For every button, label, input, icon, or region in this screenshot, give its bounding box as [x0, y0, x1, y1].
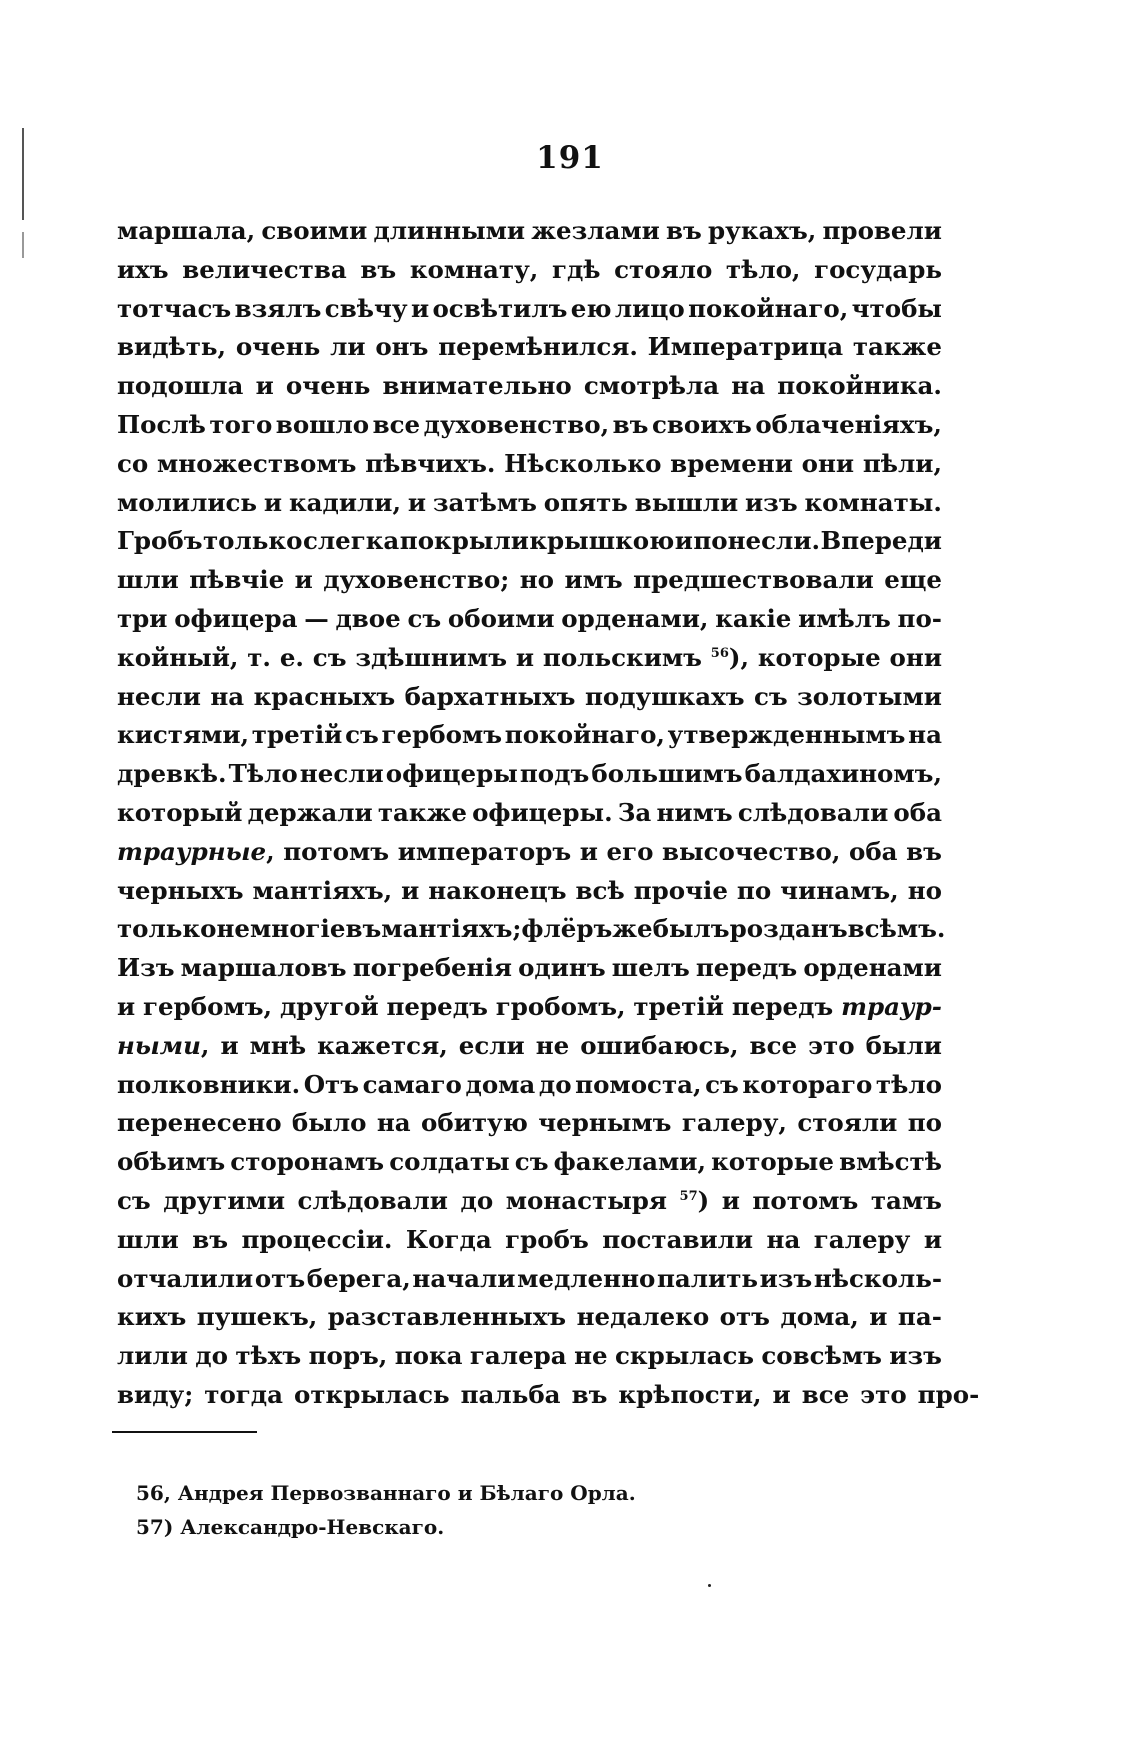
word: его [606, 836, 654, 866]
word: чтобы [851, 293, 942, 323]
word: немногіе [216, 914, 346, 944]
word: солдаты [389, 1147, 510, 1177]
word: разставленныхъ [327, 1302, 567, 1332]
word: и [407, 487, 427, 517]
word: факелами, [553, 1147, 706, 1177]
word: предшествовали [633, 565, 874, 595]
word: съ [514, 1147, 549, 1177]
word: шелъ [611, 953, 690, 983]
word: кистями, [117, 720, 250, 750]
word: и [401, 875, 420, 905]
word: множествомъ [157, 448, 357, 478]
word: черныхъ [117, 875, 244, 905]
word: перенесено [117, 1108, 282, 1138]
word: провели [822, 216, 942, 245]
word: своими [261, 216, 368, 245]
word: виду; [117, 1379, 194, 1409]
word: пѣвчихъ. [365, 448, 496, 478]
word: процессіи. [241, 1224, 393, 1254]
word: и [721, 1185, 740, 1215]
word: молились [117, 487, 258, 517]
word: слегка [302, 526, 400, 556]
word: несли [117, 681, 201, 711]
word: вышли [634, 487, 739, 517]
word: стояло [614, 254, 713, 284]
word: который [117, 797, 243, 827]
word: и [294, 565, 313, 595]
word: изъ [889, 1341, 942, 1371]
word: съ [117, 1185, 151, 1215]
word: обѣимъ [117, 1147, 226, 1177]
word: отъ [719, 1302, 770, 1332]
word: до [460, 1185, 494, 1215]
word: слѣдовали [297, 1185, 448, 1215]
word: Отъ [303, 1069, 360, 1099]
word: комнату, [409, 254, 539, 284]
word: въ [192, 1224, 229, 1254]
word: затѣмъ [432, 487, 537, 517]
word: пальба [460, 1379, 561, 1409]
word: потомъ [283, 836, 390, 866]
text-line [117, 1260, 942, 1299]
word: па- [897, 1302, 942, 1332]
word: также [377, 797, 467, 827]
word: Впереди [820, 526, 942, 556]
text-line [117, 1298, 942, 1337]
word: ихъ [117, 254, 169, 284]
word: не [574, 1341, 608, 1371]
page-number: 191 [536, 140, 604, 176]
word: всѣ [575, 875, 625, 905]
word: нѣсколь- [813, 1263, 942, 1293]
word: утвержденнымъ [667, 720, 906, 750]
word: и [220, 1030, 239, 1060]
word: ею [570, 293, 612, 323]
word: крышкою [529, 526, 675, 556]
word: все [801, 1379, 850, 1409]
word: палить [656, 1263, 759, 1293]
text-line [117, 367, 942, 406]
word: и [255, 371, 274, 401]
word: бархатныхъ [404, 681, 576, 711]
word: стояли [797, 1108, 898, 1138]
text-line [117, 1182, 942, 1221]
word: маршаловъ [180, 953, 347, 983]
word: своихъ [651, 409, 752, 439]
text-line [117, 1337, 942, 1376]
word: смотрѣла [583, 371, 720, 401]
word: все [372, 409, 421, 439]
word: видѣть, [117, 332, 227, 362]
word: тѣло [875, 1069, 942, 1099]
word: лили [117, 1341, 188, 1371]
word: пока [394, 1341, 463, 1371]
word: и [263, 487, 283, 517]
word: офицеры [385, 759, 518, 789]
word: здѣшнимъ [355, 642, 508, 672]
word: на [210, 681, 245, 711]
word: потомъ [752, 1185, 859, 1215]
word: съ [753, 681, 788, 711]
word: въ [571, 1379, 608, 1409]
word: орденами, [561, 603, 709, 633]
word: отчалили [117, 1263, 254, 1293]
word: розданъ [729, 914, 848, 944]
word: государь [814, 254, 942, 284]
word: передъ [695, 953, 798, 983]
text-line [117, 949, 942, 988]
word: перемѣнился. [438, 332, 638, 362]
word: подъ [519, 759, 590, 789]
word: ли [330, 332, 366, 362]
word: но [519, 565, 555, 595]
word: мантіяхъ; [381, 914, 522, 944]
word: кажется, [317, 1030, 448, 1060]
text-line [117, 910, 946, 949]
word: на [908, 720, 942, 750]
word: въ [360, 254, 397, 284]
word: гербомъ [381, 720, 503, 750]
word: они [801, 448, 855, 478]
text-line [117, 561, 942, 600]
word: если [458, 1030, 525, 1060]
word: кихъ [117, 1302, 187, 1332]
word: духовенство; [323, 565, 510, 595]
word: крѣпости, [618, 1379, 762, 1409]
word: они [889, 642, 942, 672]
word: съ [407, 603, 442, 633]
text-line [117, 1104, 942, 1143]
word: дома [465, 1069, 536, 1099]
word: е. [279, 642, 304, 672]
text-line [117, 1027, 942, 1066]
text-line [117, 484, 942, 523]
word: флёръ [521, 914, 613, 944]
word: Когда [405, 1224, 492, 1254]
word: галеру [813, 1224, 911, 1254]
word: рукахъ, [708, 216, 817, 245]
word: орденами [803, 953, 942, 983]
footnote: 56, Андрея Первозваннаго и Бѣлаго Орла. [136, 1481, 636, 1505]
word: до [538, 1069, 572, 1099]
word: со [117, 448, 149, 478]
word: обитую [421, 1108, 528, 1138]
word: въ [612, 409, 649, 439]
word: помоста, [575, 1069, 702, 1099]
word: какіе [715, 603, 792, 633]
word: въ [666, 216, 702, 245]
text-line [117, 212, 942, 251]
word: на [766, 1224, 801, 1254]
text-line [117, 716, 942, 755]
word: комнаты. [804, 487, 942, 517]
word: изъ [745, 487, 798, 517]
word: времени [670, 448, 793, 478]
word: съ [705, 1069, 739, 1099]
word: золотыми [797, 681, 942, 711]
word: — [304, 603, 329, 633]
word: длинными [373, 216, 526, 245]
word: ошибаюсь, [580, 1030, 739, 1060]
word: передъ [386, 991, 488, 1021]
word: очень [235, 332, 321, 362]
word: офицера [174, 603, 298, 633]
word: по [907, 1108, 942, 1138]
word: не [535, 1030, 570, 1060]
word: по [736, 875, 772, 905]
word: третій [633, 991, 724, 1021]
word: и [923, 1224, 942, 1254]
word: скрылась [615, 1341, 754, 1371]
word: также [852, 332, 942, 362]
word: которые [711, 1147, 834, 1177]
word: и [410, 293, 430, 323]
text-line [117, 290, 942, 329]
word: медленно [517, 1263, 656, 1293]
word: до [195, 1341, 228, 1371]
text-line [117, 794, 942, 833]
word: свѣчу [324, 293, 408, 323]
word: мнѣ [249, 1030, 307, 1060]
footnote-rule [112, 1431, 257, 1433]
word: ными, [117, 1030, 210, 1060]
word: Послѣ [117, 409, 206, 439]
word: тѣло, [725, 254, 801, 284]
word: офицеры. [472, 797, 613, 827]
text-line [117, 522, 942, 561]
word: Изъ [117, 953, 175, 983]
word: чернымъ [538, 1108, 672, 1138]
text-line [117, 600, 942, 639]
word: чинамъ, [780, 875, 899, 905]
word: гробомъ, [495, 991, 626, 1021]
word: онъ [375, 332, 429, 362]
word: красныхъ [253, 681, 396, 711]
word: освѣтилъ [432, 293, 568, 323]
word: слѣдовали [737, 797, 889, 827]
word: берега, [306, 1263, 411, 1293]
text-line [117, 1143, 942, 1182]
scan-edge-mark-2 [22, 232, 24, 258]
word: траур- [841, 991, 942, 1021]
word: польскимъ [542, 642, 702, 672]
word: т. [247, 642, 271, 672]
word: имъ [564, 565, 623, 595]
scan-speck [708, 1584, 711, 1587]
word: и [869, 1302, 888, 1332]
word: еще [884, 565, 942, 595]
word: большимъ [591, 759, 743, 789]
word: же [612, 914, 653, 944]
word: галеру, [681, 1108, 787, 1138]
word: съ [312, 642, 347, 672]
word: траурные, [117, 836, 275, 866]
word: тотчасъ [117, 293, 232, 323]
word: въ [345, 914, 382, 944]
word: кадили, [288, 487, 401, 517]
word: на [376, 1108, 411, 1138]
word: пѣвчіе [189, 565, 285, 595]
word: всѣмъ. [847, 914, 946, 944]
word: покойника. [777, 371, 942, 401]
word: койный, [117, 642, 239, 672]
word: наконецъ [428, 875, 567, 905]
word: взялъ [234, 293, 322, 323]
word: императоръ [397, 836, 572, 866]
word: За [617, 797, 652, 827]
word: и [772, 1379, 791, 1409]
word: величества [182, 254, 347, 284]
text-line [117, 1066, 942, 1105]
word: $^{57}$) [679, 1185, 710, 1215]
word: это [808, 1030, 855, 1060]
word: $^{56}$), [710, 642, 750, 672]
word: отъ [254, 1263, 306, 1293]
word: оба [848, 836, 898, 866]
word: другой [279, 991, 379, 1021]
word: Гробъ [117, 526, 203, 556]
text-line [117, 328, 942, 367]
word: маршала, [117, 216, 256, 245]
text-line [117, 872, 942, 911]
footnotes [136, 1476, 636, 1544]
word: шли [117, 565, 179, 595]
word: несли [299, 759, 384, 789]
word: было [291, 1108, 367, 1138]
word: Императрица [647, 332, 844, 362]
word: подушкахъ [584, 681, 745, 711]
word: на [731, 371, 766, 401]
word: и [579, 836, 598, 866]
word: совсѣмъ [761, 1341, 882, 1371]
word: которые [757, 642, 881, 672]
word: были [865, 1030, 942, 1060]
word: духовенство, [423, 409, 610, 439]
word: гробъ [505, 1224, 589, 1254]
word: дома, [780, 1302, 859, 1332]
word: изъ [759, 1263, 813, 1293]
word: обоими [447, 603, 555, 633]
text-line [117, 406, 942, 445]
word: мантіяхъ, [252, 875, 393, 905]
word: опять [543, 487, 628, 517]
word: подошла [117, 371, 244, 401]
text-line [117, 678, 942, 717]
word: полковники. [117, 1069, 301, 1099]
word: жезлами [531, 216, 660, 245]
word: это [860, 1379, 907, 1409]
word: сторонамъ [230, 1147, 385, 1177]
text-line [117, 445, 942, 484]
word: котораго [742, 1069, 873, 1099]
word: только [203, 526, 303, 556]
word: про- [917, 1379, 980, 1409]
word: пушекъ, [196, 1302, 318, 1332]
word: поставили [602, 1224, 754, 1254]
word: гербомъ, [143, 991, 273, 1021]
word: только [117, 914, 217, 944]
word: очень [285, 371, 371, 401]
word: но [907, 875, 942, 905]
word: покойнаго, [504, 720, 665, 750]
word: облаченіяхъ, [755, 409, 942, 439]
text-line [117, 988, 942, 1027]
word: монастыря [505, 1185, 668, 1215]
word: начали [412, 1263, 516, 1293]
word: одинъ [518, 953, 606, 983]
word: понесли. [693, 526, 821, 556]
word: тамъ [870, 1185, 942, 1215]
word: двое [335, 603, 401, 633]
text-line [117, 833, 942, 872]
word: три [117, 603, 168, 633]
word: и [674, 526, 693, 556]
word: высочество, [662, 836, 841, 866]
word: и [515, 642, 535, 672]
footnote: 57) Александро-Невскаго. [136, 1515, 445, 1539]
body-text [117, 212, 980, 1415]
word: недалеко [576, 1302, 710, 1332]
word: былъ [652, 914, 730, 944]
word: внимательно [382, 371, 572, 401]
word: гдѣ [551, 254, 601, 284]
word: передъ [731, 991, 834, 1021]
word: вмѣстѣ [839, 1147, 942, 1177]
word: тѣхъ [235, 1341, 302, 1371]
word: другими [163, 1185, 286, 1215]
word: того [209, 409, 273, 439]
word: Тѣло [228, 759, 298, 789]
word: третій [251, 720, 343, 750]
text-line [117, 755, 942, 794]
word: нимъ [656, 797, 733, 827]
word: съ [345, 720, 379, 750]
word: погребенія [352, 953, 512, 983]
word: покрыли [399, 526, 529, 556]
text-line [117, 639, 942, 678]
word: по- [897, 603, 942, 633]
text-line [117, 1376, 980, 1415]
word: поръ, [308, 1341, 388, 1371]
word: лицо [614, 293, 685, 323]
text-line [117, 1221, 942, 1260]
word: открылась [294, 1379, 450, 1409]
word: самаго [362, 1069, 462, 1099]
word: вошло [275, 409, 370, 439]
word: шли [117, 1224, 179, 1254]
word: тогда [204, 1379, 284, 1409]
word: Нѣсколько [504, 448, 662, 478]
word: балдахиномъ, [744, 759, 942, 789]
word: держали [247, 797, 373, 827]
word: покойнаго, [688, 293, 849, 323]
word: прочіе [633, 875, 728, 905]
word: пѣли, [862, 448, 942, 478]
word: оба [893, 797, 942, 827]
word: имѣлъ [798, 603, 891, 633]
text-line [117, 251, 942, 290]
word: древкѣ. [117, 759, 227, 789]
word: въ [906, 836, 942, 866]
word: все [749, 1030, 798, 1060]
word: галера [469, 1341, 567, 1371]
word: и [117, 991, 136, 1021]
